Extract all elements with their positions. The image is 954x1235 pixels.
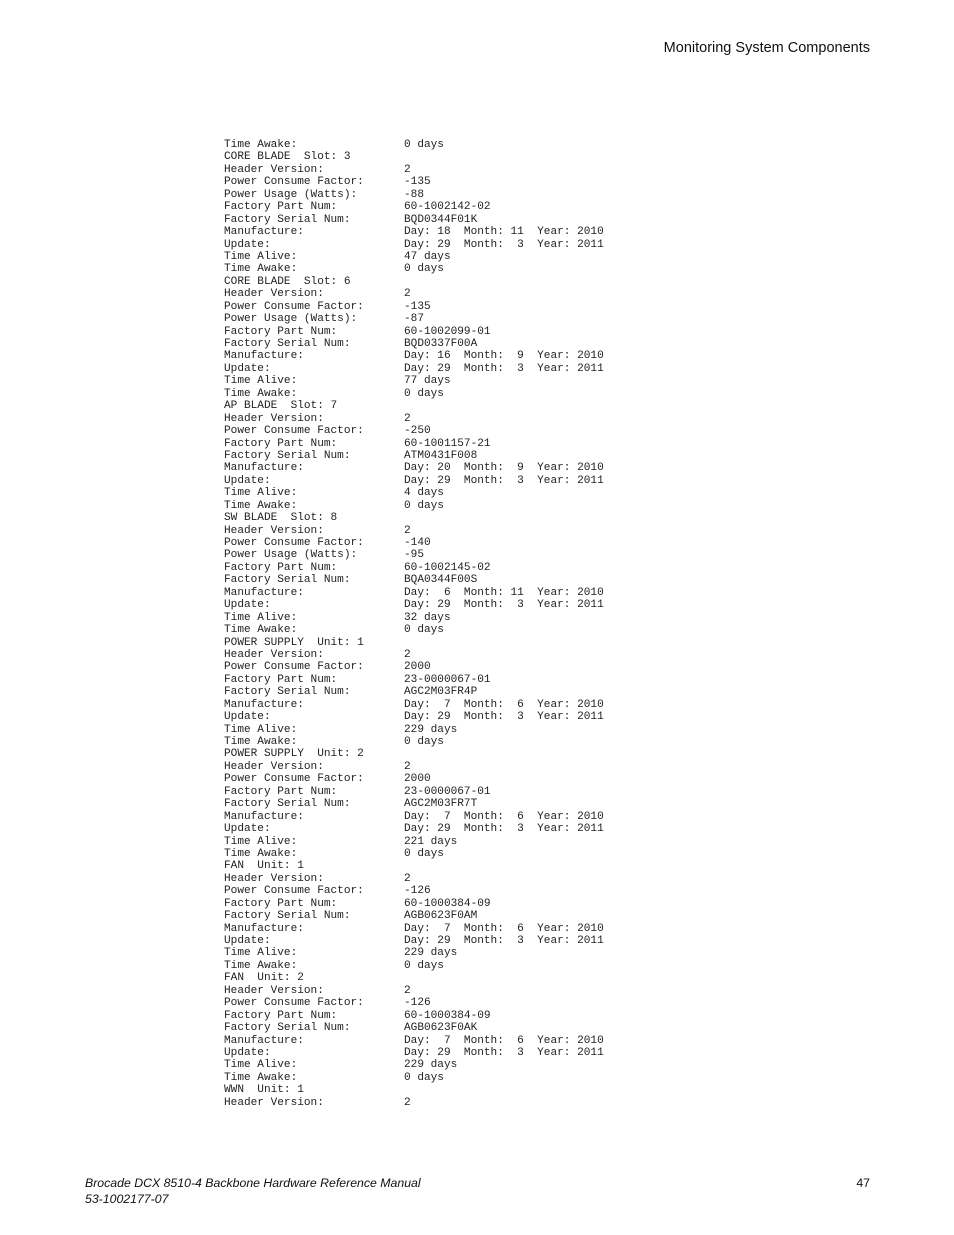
code-line-label: Update: <box>224 1046 271 1059</box>
code-line-value: -135 <box>404 176 431 189</box>
code-line <box>224 450 604 462</box>
code-line-label: CORE BLADE Slot: 3 <box>224 151 351 164</box>
code-line-value: AGB0623F0AM <box>404 910 478 923</box>
code-line <box>224 860 604 872</box>
code-line-label: Manufacture: <box>224 462 304 475</box>
code-line <box>224 587 604 599</box>
code-line <box>224 226 604 238</box>
code-line-label: Update: <box>224 599 271 612</box>
code-line-label: Header Version: <box>224 163 324 176</box>
code-line <box>224 214 604 226</box>
code-line-value: Day: 29 Month: 3 Year: 2011 <box>404 823 604 836</box>
code-line-label: Factory Part Num: <box>224 561 338 574</box>
code-line-label: Factory Serial Num: <box>224 910 351 923</box>
code-line-label: Header Version: <box>224 760 324 773</box>
code-line <box>224 1097 604 1109</box>
code-line-label: Time Awake: <box>224 624 298 637</box>
code-line-label: Time Awake: <box>224 1071 298 1084</box>
code-line-label: Time Awake: <box>224 499 298 512</box>
document-number: 53-1002177-07 <box>85 1192 169 1206</box>
code-line <box>224 898 604 910</box>
code-line <box>224 935 604 947</box>
code-line-value: Day: 6 Month: 11 Year: 2010 <box>404 586 604 599</box>
code-line-label: Power Consume Factor: <box>224 773 364 786</box>
code-line <box>224 724 604 736</box>
code-line-value: Day: 29 Month: 3 Year: 2011 <box>404 362 604 375</box>
code-line <box>224 388 604 400</box>
code-line-label: SW BLADE Slot: 8 <box>224 512 338 525</box>
code-line <box>224 263 604 275</box>
code-line-value: 2 <box>404 760 411 773</box>
code-line <box>224 836 604 848</box>
code-line-value: 229 days <box>404 1059 458 1072</box>
code-line <box>224 848 604 860</box>
code-line-value: 23-0000067-01 <box>404 673 491 686</box>
code-line-label: FAN Unit: 1 <box>224 860 304 873</box>
code-line-label: Time Awake: <box>224 387 298 400</box>
code-line-value: Day: 29 Month: 3 Year: 2011 <box>404 935 604 947</box>
code-line-value: 0 days <box>404 387 444 400</box>
code-line-value: 229 days <box>404 947 458 960</box>
code-line <box>224 786 604 798</box>
code-line-value: 60-1002099-01 <box>404 325 491 338</box>
code-line <box>224 1084 604 1096</box>
code-line <box>224 400 604 412</box>
code-line-value: 2 <box>404 984 411 997</box>
code-line-label: Update: <box>224 711 271 724</box>
code-line <box>224 487 604 499</box>
code-line-label: Power Consume Factor: <box>224 300 364 313</box>
code-line-value: 0 days <box>404 499 444 512</box>
code-line-label: Manufacture: <box>224 698 304 711</box>
code-line <box>224 972 604 984</box>
code-line-value: 0 days <box>404 1071 444 1084</box>
code-line <box>224 425 604 437</box>
code-line-label: Header Version: <box>224 412 324 425</box>
code-line <box>224 885 604 897</box>
code-line-value: 60-1002142-02 <box>404 201 491 214</box>
code-line <box>224 910 604 922</box>
code-line-value: 2000 <box>404 661 431 674</box>
code-line-value: 47 days <box>404 250 451 263</box>
code-line-label: Factory Part Num: <box>224 897 338 910</box>
code-line-label: Manufacture: <box>224 810 304 823</box>
code-line-value: Day: 18 Month: 11 Year: 2010 <box>404 226 604 239</box>
code-line-value: 2 <box>404 163 411 176</box>
code-line <box>224 661 604 673</box>
code-line <box>224 251 604 263</box>
code-line-label: Time Awake: <box>224 847 298 860</box>
code-line <box>224 711 604 723</box>
code-line <box>224 1072 604 1084</box>
code-line-value: 0 days <box>404 139 444 151</box>
code-line <box>224 549 604 561</box>
code-line <box>224 811 604 823</box>
code-line-value: 0 days <box>404 736 444 748</box>
code-line-value: Day: 29 Month: 3 Year: 2011 <box>404 1046 604 1059</box>
code-line-label: POWER SUPPLY Unit: 2 <box>224 748 364 761</box>
section-title: Monitoring System Components <box>663 40 870 56</box>
code-line-value: 60-1000384-09 <box>404 897 491 910</box>
code-line <box>224 823 604 835</box>
code-line <box>224 139 604 151</box>
code-line-label: Factory Serial Num: <box>224 338 351 350</box>
code-line <box>224 997 604 1009</box>
code-line-value: Day: 20 Month: 9 Year: 2010 <box>404 462 604 475</box>
code-line-value: Day: 29 Month: 3 Year: 2011 <box>404 474 604 487</box>
code-line <box>224 525 604 537</box>
code-line-value: 60-1000384-09 <box>404 1009 491 1022</box>
code-line <box>224 736 604 748</box>
code-line-label: Time Alive: <box>224 611 298 624</box>
code-line-label: Factory Serial Num: <box>224 449 351 462</box>
code-line-value: 32 days <box>404 611 451 624</box>
code-line <box>224 438 604 450</box>
code-line-value: -88 <box>404 188 424 201</box>
code-line-label: Time Alive: <box>224 487 298 500</box>
code-line <box>224 873 604 885</box>
code-line-value: 77 days <box>404 375 451 388</box>
command-output-block <box>224 139 604 1109</box>
code-line <box>224 947 604 959</box>
code-line-value: 2 <box>404 648 411 661</box>
manual-title: Brocade DCX 8510-4 Backbone Hardware Reference Manual <box>85 1176 421 1190</box>
code-line-value: Day: 16 Month: 9 Year: 2010 <box>404 350 604 363</box>
code-line <box>224 674 604 686</box>
code-line <box>224 164 604 176</box>
code-line-label: Update: <box>224 238 271 251</box>
code-line <box>224 637 604 649</box>
code-line-label: Header Version: <box>224 984 324 997</box>
code-line-label: Power Consume Factor: <box>224 425 364 438</box>
code-line-label: Header Version: <box>224 872 324 885</box>
code-line-label: Factory Serial Num: <box>224 574 351 587</box>
code-line-label: Factory Part Num: <box>224 1009 338 1022</box>
code-line-value: -135 <box>404 300 431 313</box>
code-line-label: Header Version: <box>224 524 324 537</box>
code-line-label: Time Awake: <box>224 139 298 151</box>
code-line-value: 2 <box>404 524 411 537</box>
code-line-label: Power Consume Factor: <box>224 537 364 549</box>
code-line <box>224 923 604 935</box>
code-line-label: Header Version: <box>224 648 324 661</box>
code-line-value: 2 <box>404 412 411 425</box>
code-line-value: Day: 29 Month: 3 Year: 2011 <box>404 711 604 724</box>
code-line <box>224 748 604 760</box>
code-line-value: Day: 7 Month: 6 Year: 2010 <box>404 810 604 823</box>
code-line-value: 60-1001157-21 <box>404 437 491 450</box>
code-line-value: BQD0337F00A <box>404 338 478 350</box>
code-line-label: Manufacture: <box>224 1034 304 1047</box>
code-line-label: Time Alive: <box>224 835 298 848</box>
code-line <box>224 413 604 425</box>
code-line-value: 2 <box>404 288 411 301</box>
code-line <box>224 798 604 810</box>
code-line-label: Update: <box>224 823 271 836</box>
code-line-label: Manufacture: <box>224 350 304 363</box>
code-line-label: Factory Part Num: <box>224 785 338 798</box>
code-line-value: 229 days <box>404 723 458 736</box>
code-line-value: 221 days <box>404 835 458 848</box>
code-line <box>224 276 604 288</box>
code-line-label: Power Usage (Watts): <box>224 313 358 326</box>
code-line-label: Header Version: <box>224 1096 324 1109</box>
code-line-value: AGC2M03FR4P <box>404 686 478 699</box>
code-line-value: -126 <box>404 885 431 898</box>
code-line <box>224 301 604 313</box>
code-line-value: 23-0000067-01 <box>404 785 491 798</box>
code-line <box>224 599 604 611</box>
code-line-label: Time Alive: <box>224 250 298 263</box>
code-line-label: Time Alive: <box>224 1059 298 1072</box>
code-line-value: -140 <box>404 537 431 549</box>
code-line-label: Power Consume Factor: <box>224 885 364 898</box>
code-line <box>224 574 604 586</box>
code-line <box>224 624 604 636</box>
code-line-label: Factory Serial Num: <box>224 1022 351 1035</box>
code-line <box>224 686 604 698</box>
code-line <box>224 960 604 972</box>
code-line-label: POWER SUPPLY Unit: 1 <box>224 636 364 649</box>
code-line-label: AP BLADE Slot: 7 <box>224 400 338 413</box>
code-line-value: 2 <box>404 872 411 885</box>
code-line-label: Power Consume Factor: <box>224 176 364 189</box>
code-line <box>224 313 604 325</box>
code-line-label: Power Usage (Watts): <box>224 549 358 562</box>
code-line <box>224 761 604 773</box>
code-line-label: CORE BLADE Slot: 6 <box>224 275 351 288</box>
code-line-value: Day: 7 Month: 6 Year: 2010 <box>404 698 604 711</box>
code-line-value: 60-1002145-02 <box>404 561 491 574</box>
code-line-label: Time Alive: <box>224 375 298 388</box>
code-line-value: Day: 29 Month: 3 Year: 2011 <box>404 238 604 251</box>
code-line <box>224 500 604 512</box>
code-line-label: Factory Serial Num: <box>224 798 351 811</box>
running-header <box>664 40 870 56</box>
code-line <box>224 699 604 711</box>
code-line <box>224 985 604 997</box>
code-line <box>224 189 604 201</box>
code-line <box>224 512 604 524</box>
code-line-label: Manufacture: <box>224 226 304 239</box>
code-line-value: 0 days <box>404 959 444 972</box>
code-line <box>224 350 604 362</box>
code-line-label: Update: <box>224 935 271 947</box>
code-line-value: -250 <box>404 425 431 438</box>
code-line-label: Time Alive: <box>224 723 298 736</box>
code-line-label: Factory Part Num: <box>224 201 338 214</box>
code-line-label: Factory Part Num: <box>224 437 338 450</box>
code-line <box>224 649 604 661</box>
code-line-label: Header Version: <box>224 288 324 301</box>
code-line <box>224 773 604 785</box>
code-line <box>224 151 604 163</box>
code-line-label: Time Awake: <box>224 263 298 276</box>
code-line <box>224 612 604 624</box>
code-line-label: Power Usage (Watts): <box>224 188 358 201</box>
code-line <box>224 1022 604 1034</box>
code-line-value: 0 days <box>404 263 444 276</box>
code-line-label: Update: <box>224 362 271 375</box>
code-line <box>224 338 604 350</box>
code-line-label: Factory Part Num: <box>224 673 338 686</box>
code-line-label: Manufacture: <box>224 922 304 935</box>
code-line-label: Power Consume Factor: <box>224 661 364 674</box>
code-line-label: Power Consume Factor: <box>224 997 364 1010</box>
code-line <box>224 1010 604 1022</box>
code-line-value: Day: 29 Month: 3 Year: 2011 <box>404 599 604 612</box>
code-line-label: Factory Serial Num: <box>224 686 351 699</box>
code-line-label: Factory Part Num: <box>224 325 338 338</box>
code-line-value: AGC2M03FR7T <box>404 798 478 811</box>
code-line-value: Day: 7 Month: 6 Year: 2010 <box>404 1034 604 1047</box>
page-number: 47 <box>856 1176 870 1190</box>
code-line <box>224 239 604 251</box>
code-line <box>224 537 604 549</box>
code-line-value: ATM0431F008 <box>404 449 478 462</box>
code-line <box>224 326 604 338</box>
code-line-label: Time Awake: <box>224 736 298 748</box>
code-line-value: -87 <box>404 313 424 326</box>
page-footer <box>85 1175 870 1207</box>
code-line <box>224 288 604 300</box>
code-line <box>224 363 604 375</box>
code-line-value: 2 <box>404 1096 411 1109</box>
code-line-label: FAN Unit: 2 <box>224 972 304 985</box>
code-line-value: -126 <box>404 997 431 1010</box>
code-line <box>224 462 604 474</box>
code-line-label: Manufacture: <box>224 586 304 599</box>
code-line <box>224 1035 604 1047</box>
code-line-value: 4 days <box>404 487 444 500</box>
code-line <box>224 201 604 213</box>
code-line-value: 0 days <box>404 624 444 637</box>
code-line-value: 2000 <box>404 773 431 786</box>
code-line-label: Update: <box>224 474 271 487</box>
code-line <box>224 1047 604 1059</box>
code-line-value: Day: 7 Month: 6 Year: 2010 <box>404 922 604 935</box>
code-line <box>224 562 604 574</box>
code-line-value: BQA0344F00S <box>404 574 478 587</box>
code-line-label: WWN Unit: 1 <box>224 1084 304 1097</box>
code-line <box>224 475 604 487</box>
code-line-label: Time Awake: <box>224 959 298 972</box>
code-line-value: BQD0344F01K <box>404 213 478 226</box>
code-line <box>224 1059 604 1071</box>
code-line-value: 0 days <box>404 847 444 860</box>
code-line-value: AGB0623F0AK <box>404 1022 478 1035</box>
code-line <box>224 375 604 387</box>
code-line-label: Time Alive: <box>224 947 298 960</box>
code-line-value: -95 <box>404 549 424 562</box>
code-line-label: Factory Serial Num: <box>224 213 351 226</box>
code-line <box>224 176 604 188</box>
